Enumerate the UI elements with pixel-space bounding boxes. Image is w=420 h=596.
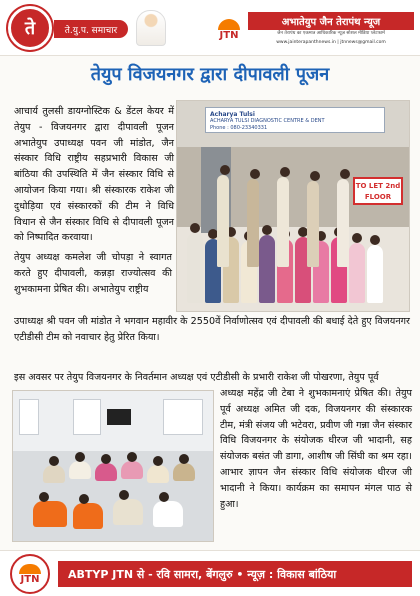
crowd-figures [177,161,409,311]
wall-poster [163,399,203,435]
jtn-footer-logo [10,554,50,594]
group-photo [176,100,410,312]
person-figure [247,179,259,267]
wall-poster [73,399,101,435]
terapanth-logo: ते [8,6,52,50]
header [0,0,420,56]
seated-person [153,501,183,527]
seated-person [73,503,103,529]
clinic-signboard [205,107,385,133]
page-title: तेयुप विजयनगर द्वारा दीपावली पूजन [90,64,330,85]
paragraph-thanks: अध्यक्ष महेंद्र जी टेबा ने शुभकामनाएं प्रेषित की। तेयुप पूर्व अध्यक्ष अमित जी दक, विजयनगर की संस्कारक टीम, मंत्री संजय जी भटेवरा, प्रवीण जी गन्ना जैन संस्कार विधि विजयनगर के संयोजक धीरज जी भादानी, सह संयोजक बसंत जी डागा, आशीष जी सिंघी का श्रम रहा। आभार ज्ञापन जैन संस्कार विधि संयोजक धीरज जी भादानी ने किया। कार्यक्रम का समापन मंगल पाठ से हुआ। [220,388,412,510]
jtn-footer-logo-text: JTN [20,573,40,585]
to-let-sign: TO LET 2nd FLOOR [353,177,403,205]
seated-person [121,461,143,479]
seated-person [173,463,195,481]
paragraph-vice-president: उपाध्यक्ष श्री पवन जी मांडोत ने भगवान महावीर के 2550वें निर्वाणोत्सव एवं दीपावली की बधाई देते हुए विजयनगर एटीडीसी टीम को नवाचार हेतु प्रेरित किया। [14,316,410,343]
puja-photo [12,390,214,542]
seated-person [147,465,169,483]
signboard-phone: Phone : 080-23340331 [210,125,268,131]
paragraph-welcome: तेयुप अध्यक्ष कमलेश जी चोपड़ा ने स्वागत करते हुए दीपावली, कन्नड़ा राज्योत्सव की शुभकामना प्रेषित की। अभातेयुप राष्ट्रीय [14,252,172,295]
brand-contact: www.jainterapanthnews.in | jtnnews@gmail.com [276,40,386,45]
wall-poster [19,399,39,435]
sun-icon [218,19,240,30]
jtn-logo-text: JTN [219,29,239,41]
seated-person [33,501,67,527]
brand-name: अभातेयुप जैन तेरापंथ न्यूज [248,12,414,30]
signboard-title: Acharya Tulsi [210,111,255,118]
person-figure [277,177,289,267]
news-tag: ते.यु.प. समाचार [54,20,128,38]
signboard-name: ACHARYA TULSI DIAGNOSTIC CENTRE & DENT [210,118,325,124]
person-figure [217,175,229,267]
footer [0,550,420,596]
person-figure [367,245,383,303]
person-figure [307,181,319,267]
person-figure [349,243,365,303]
person-figure [187,233,203,303]
seated-person [113,499,143,525]
seated-person [69,461,91,479]
paragraph-occasion: इस अवसर पर तेयुप विजयनगर के निवर्तमान अध्यक्ष एवं एटीडीसी के प्रभारी राकेश जी पोखरणा, तेयुप पूर्व [14,372,379,383]
guru-portrait-icon [136,10,166,46]
person-figure [337,179,349,267]
news-credit: ABTYP JTN से - रवि सामरा, बेंगलुरु • न्यूज़ : विकास बांठिया [58,561,412,587]
seated-person [95,463,117,481]
person-figure [259,235,275,303]
brand-tagline: जैन तेरापंथ का एकमात्र आधिकारिक न्यूज़ सोशल मीडिया प्लेटफार्म [277,31,385,36]
television [107,409,131,425]
paragraph-intro: आचार्य तुलसी डायग्नोस्टिक & डेंटल केयर में तेयुप - विजयनगर द्वारा दीपावली पूजन अभातेयुप उपाध्यक्ष पवन जी मांडोत, जैन संस्कार विधि राष्ट्रीय सहप्रभारी विकास जी बांठिया की उपस्थिति में जैन संस्कार विधि से आयोजन किया गया। श्री संस्कारक राकेश जी दुधोड़िया एवं संस्कारकों की टीम ने विधि विधान से जैन संस्कार विधि से दीपावली पूजन को निष्पादित करवाया। [14,106,174,244]
seated-person [43,465,65,483]
jtn-logo [214,16,244,44]
sun-icon [19,564,41,574]
